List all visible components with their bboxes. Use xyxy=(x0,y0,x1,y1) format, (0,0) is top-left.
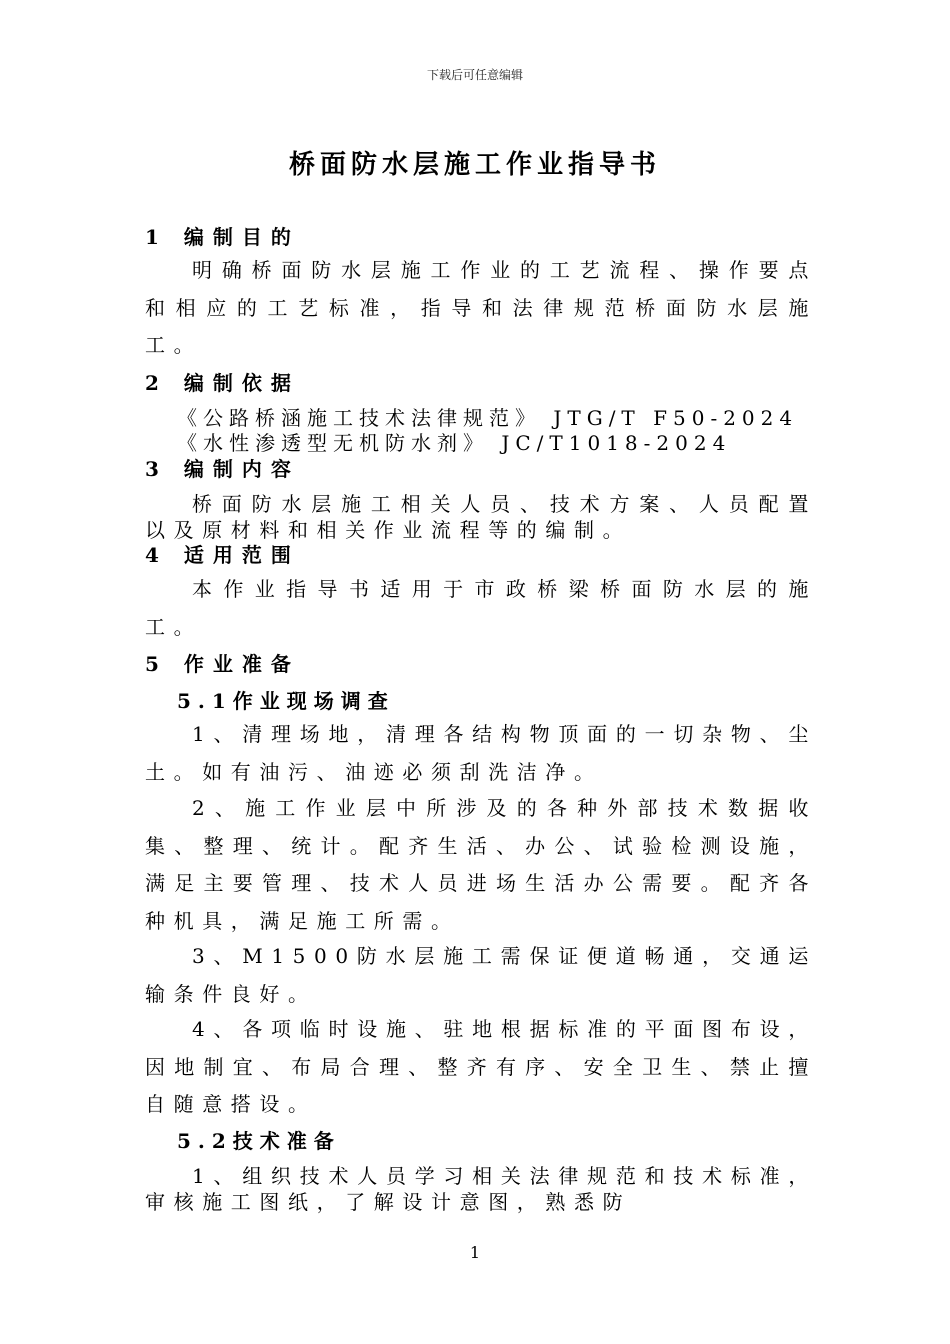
section-2-heading: 2 编制依据 xyxy=(145,371,300,395)
document-title: 桥面防水层施工作业指导书 xyxy=(288,150,661,180)
section-4-paragraph: 本作业指导书适用于市政桥梁桥面防水层的施工。 xyxy=(145,577,817,639)
subsection-5-2-heading: 5.2技术准备 xyxy=(177,1129,341,1153)
section-5-heading: 5 作业准备 xyxy=(145,652,300,676)
section-1-heading: 1 编制目的 xyxy=(145,225,300,249)
list-item: 2、施工作业层中所涉及的各种外部技术数据收集、整理、统计。配齐生活、办公、试验检测设施，满足主要管理、技术人员进场生活办公需要。配齐各种机具，满足施工所需。 xyxy=(145,796,817,933)
section-3-paragraph: 桥面防水层施工相关人员、技术方案、人员配置以及原材料和相关作业流程等的编制。 xyxy=(145,492,817,542)
list-item: 1、组织技术人员学习相关法律规范和技术标准，审核施工图纸，了解设计意图，熟悉防 xyxy=(145,1164,817,1214)
section-3-heading: 3 编制内容 xyxy=(145,457,300,481)
header-note: 下载后可任意编辑 xyxy=(426,68,523,82)
list-item: 4、各项临时设施、驻地根据标准的平面图布设，因地制宜、布局合理、整齐有序、安全卫生、禁止擅自随意搭设。 xyxy=(145,1017,817,1116)
section-4-heading: 4 适用范围 xyxy=(145,543,300,567)
reference-standard-1: 《公路桥涵施工技术法律规范》 JTG/T F50-2024 xyxy=(177,406,799,430)
page-number: 1 xyxy=(469,1243,481,1262)
list-item: 1、清理场地，清理各结构物顶面的一切杂物、尘土。如有油污、油迹必须刮洗洁净。 xyxy=(145,722,817,784)
reference-standard-2: 《水性渗透型无机防水剂》 JC/T1018-2024 xyxy=(177,431,732,455)
section-1-paragraph: 明确桥面防水层施工作业的工艺流程、操作要点和相应的工艺标准，指导和法律规范桥面防水层施工。 xyxy=(145,258,817,357)
subsection-5-1-heading: 5.1作业现场调查 xyxy=(177,689,395,713)
list-item: 3、M1500防水层施工需保证便道畅通，交通运输条件良好。 xyxy=(145,944,817,1006)
